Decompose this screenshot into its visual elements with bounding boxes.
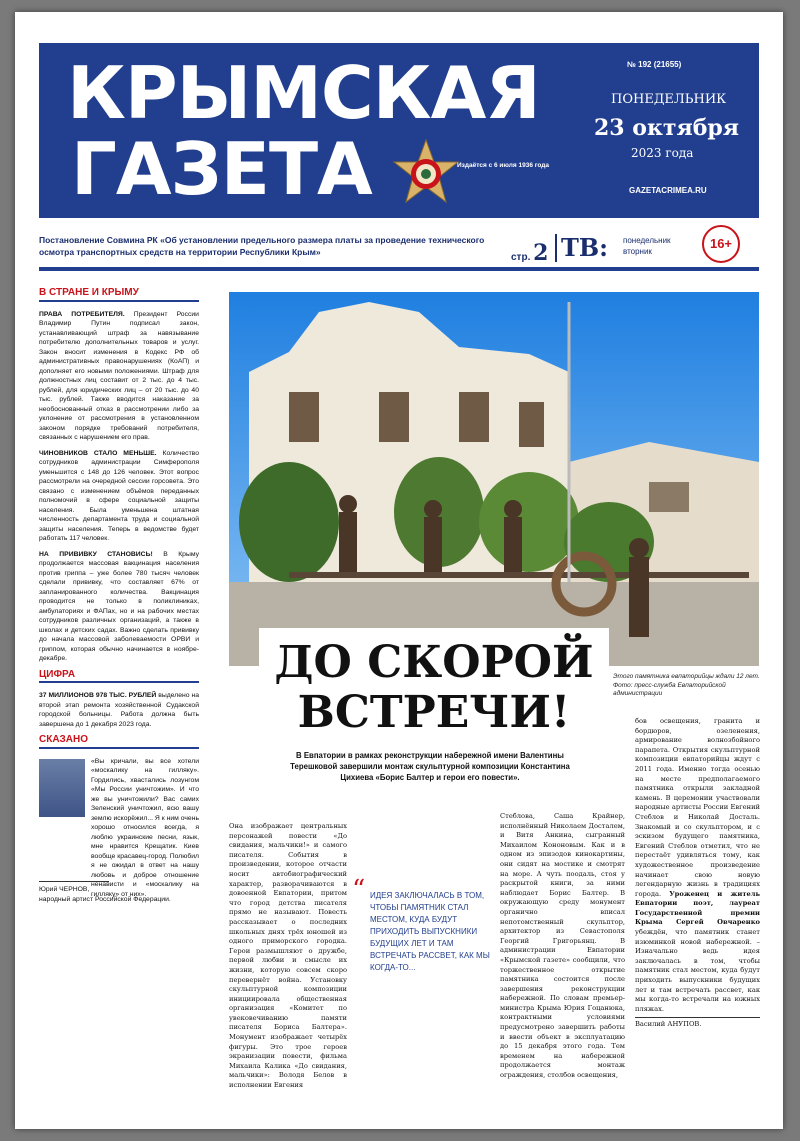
header-rule: [39, 267, 759, 271]
section-heading-figure: ЦИФРА: [39, 670, 199, 684]
photo-caption: Этого памятника евпаторийцы ждали 12 лет. Фото: пресс-служба Евпаторийской администрации: [613, 673, 760, 697]
quote-text: «Вы кричали, вы все хотели «москалику на гилляку». Гордились, хвастались лозунгом «Мы России уничтожим». И что же вы уничтожили? Вас самих Зеленский уничтожил, всю вашу землю искорёжил... Я к ним очень хорошо относился всегда, я люблю украинские песни, язык, мне нравится Крещатик. Киев вообще красавец-город. Полюбил я не ожидал в ответ на нашу любовь и доброе отношение ненависти и «москалику на гилляку» от них».: [91, 757, 199, 898]
page-ref: [511, 240, 548, 266]
newspaper-page: [15, 12, 783, 1129]
tv-day-2: вторник: [623, 247, 652, 256]
order-emblem-icon: [387, 138, 465, 210]
quote-mark-icon: “: [352, 875, 366, 905]
news-column: [39, 282, 199, 904]
article-headline: ДО СКОРОЙ ВСТРЕЧИ!: [259, 628, 609, 738]
issue-number: № 192 (21655): [627, 60, 682, 69]
teaser-text[interactable]: Постановление Совмина РК «Об установлении предельного размера платы за проведение технического осмотра транспортных средств на территории Республики Крым»: [39, 235, 485, 257]
title-line-1: КРЫМСКАЯ: [67, 51, 540, 135]
section-heading-quote: СКАЗАНО: [39, 735, 199, 749]
page-label: стр.: [511, 252, 531, 263]
issue-year: 2023 года: [631, 146, 694, 160]
article-lead: В Евпатории в рамках реконструкции набережной имени Валентины Терешковой завершили монтаж скульптурной композиции Константина Цихиева «Борис Балтер и герои его повести».: [290, 751, 570, 782]
age-badge: 16+: [702, 225, 740, 263]
main-photo: [229, 292, 759, 666]
article-author: Василий АНУПОВ.: [635, 1017, 760, 1030]
site-link[interactable]: GAZETACRIMEA.RU: [629, 186, 707, 195]
article-column-3: бов освещения, гранита и бордюров, озеленения, армирование волнозбойного парапета. Открытия скульптурной композиции евпаторийцы ждут с 2011 года. Именно тогда осенью на месте предполагаемого памятника открыли закладной камень. В церемонии участвовали народные артисты России Евгений Стеблов и Николай Досталь. Знакомый и со скульптором, и с эскизом будущего памятника, Евгений Стеблов отметил, что не перестаёт удивляться тому, как художественное произведение начинает свою новую легендарную жизнь в традициях города. Уроженец и житель Евпатории поэт, лауреат Государственной премии Крыма Сергей Овчаренко убеждён, что памятник станет изюминкой новой набережной. – Изначально ведь идея заключалась в том, чтобы памятник стал местом, куда будут приходить выпускники будущих лет и там встречать рассвет, как мы когда-то встречали на южных пляжах. Василий АНУПОВ.: [635, 717, 760, 1029]
title-line-2: ГАЗЕТА: [71, 127, 372, 211]
news-item: ПРАВА ПОТРЕБИТЕЛЯ. Президент России Владимир Путин подписал закон, устанавливающий штраф за навязывание потребителю дополнительных товаров и услуг. Закон вносит изменения в Кодекс РФ об административных правонарушениях (КоАП) и дополняет его новыми положениями. Штраф для должностных лиц составит от 2 тыс. до 4 тыс. рублей, для юридических лиц – от 20 тыс. до 40 тыс. рублей. Также вводится наказание за необоснованный отказ в рассмотрении либо за уклонение от рассмотрения в установленном законом порядке требований потребителя, связанных с нарушением его прав.: [39, 310, 199, 441]
tv-days: [623, 235, 671, 257]
weekday: ПОНЕДЕЛЬНИК: [611, 92, 727, 107]
news-item: ЧИНОВНИКОВ СТАЛО МЕНЬШЕ. Количество сотрудников администрации Симферополя уменьшится с 148 до 126 человек. Этот вопрос рассмотрели на очередной сессии горсовета. Это связано с изменением объёмов переданных полномочий в сфере социальной защиты населения. Была уменьшена штатная численность департамента труда и социальной защиты населения. Теперь в ведомстве будет работать 117 человек.: [39, 449, 199, 542]
quote-author: Юрий ЧЕРНОВ,: [39, 881, 109, 895]
tv-label: ТВ:: [555, 234, 608, 262]
quote-author-role: народный артист Российской Федерации.: [39, 895, 171, 903]
article-column-2: Стеблова, Саша Крайнер, исполнённый Николаем Досталем, и Витя Анкина, сыгранный Михаилом Кононовым. Как и в одном из эпизодов кинокартины, они сидят на мостике и смотрят на море. А чуть поодаль, стоя у раскрытой книги, за ними наблюдает Борис Балтер. В окружающую среду монумент органично вписал непотомственный скульптор, архитектор из Севастополя Георгий Григорьянц. В администрации Евпатории «Крымской газете» сообщили, что торжественное открытие памятника состоится после завершения реконструкции набережной. По словам премьер-министра Крыма Юрия Гоцанюка, контрактными условиями предусмотрено завершить работы и ввести объект в эксплуатацию до 15 декабря этого года. Тем временем на набережной продолжается монтаж ограждения, столбов освещения,: [500, 812, 625, 1080]
pull-quote: “ ИДЕЯ ЗАКЛЮЧАЛАСЬ В ТОМ, ЧТОБЫ ПАМЯТНИК СТАЛ МЕСТОМ, КУДА БУДУТ ПРИХОДИТЬ ВЫПУСКНИКИ БУДУЩИХ ЛЕТ И ТАМ ВСТРЕЧАТЬ РАССВЕТ, КАК МЫ КОГДА-ТО...: [352, 875, 490, 972]
masthead: [39, 43, 759, 218]
author-portrait: [39, 759, 85, 817]
article-column-1: Она изображает центральных персонажей повести «До свидания, мальчики!» и самого писателя. События в произведении, которое отчасти носит автобиографический характер, разворачиваются в довоенной Евпатории, притом что город детства писателя прямо не называют. Повесть рассказывает о последних школьных днях трёх юношей из одного приморского городка. Герои размышляют о дружбе, первой любви и смысле их жизни, которую совсем скоро перевернёт война. Установку скульптурной композиции инициировала общественная организация «Комитет по увековечиванию памяти писателя Бориса Балтера». Монумент изображает четырёх фигуры. Это трое героев экранизации повести, фильма Михаила Калика «До свидания, мальчики»: Володя Белов в исполнении Евгения: [229, 822, 347, 1090]
news-item: НА ПРИВИВКУ СТАНОВИСЬ! В Крыму продолжается массовая вакцинация населения против гриппа – уже более 780 тысяч человек сделали прививку, что составляет 67% от запланированного количества. Вакцинация проводится не только в поликлиниках, амбулаториях и ФАПах, но и на рабочих местах сотрудников различных организаций, а также в школах и детских садах. Важно сделать прививку до начала массовой заболеваемости ОРВИ и гриппом, которая обычно начинается в ноябре-декабре.: [39, 550, 199, 662]
figure-item: 37 МИЛЛИОНОВ 978 ТЫС. РУБЛЕЙ выделено на второй этап ремонта хозяйственной Судакской городской больницы. Работа должна быть завершена до 1 декабря 2023 года.: [39, 692, 200, 728]
page-number: 2: [533, 240, 549, 266]
since-text: Издаётся с 6 июля 1936 года: [457, 162, 550, 169]
issue-date: 23 октября: [594, 115, 740, 141]
section-heading-news: В СТРАНЕ И КРЫМУ: [39, 288, 199, 302]
tv-day-1: понедельник: [623, 236, 671, 245]
